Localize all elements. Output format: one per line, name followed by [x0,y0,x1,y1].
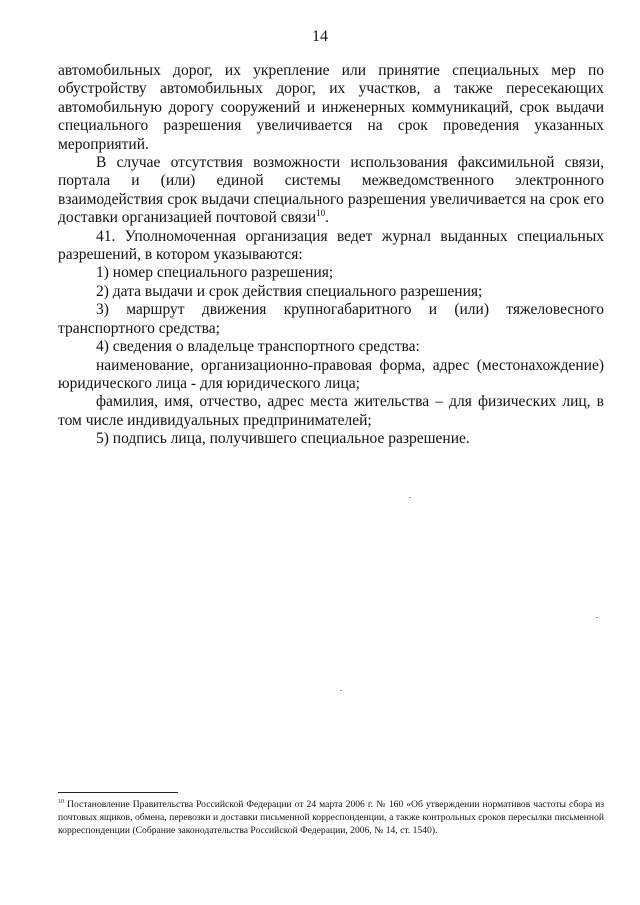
paragraph-text: В случае отсутствия возможности использования факсимильной связи, портала и (или) единой системы межведомственного электронного взаимодействия срок выдачи специального разрешения увеличивается на срок его доставки организацией почтовой связи [58,154,604,227]
scan-speck [172,318,174,319]
list-item-owner-info: 4) сведения о владельце транспортного средства: [96,338,420,356]
paragraph-end-punctuation: . [325,209,330,227]
list-item-issue-date: 2) дата выдачи и срок действия специального разрешения; [96,282,483,300]
list-item-route: 3) маршрут движения крупногабаритного и (или) тяжеловесного транспортного средства; [58,301,604,337]
scan-speck [409,497,411,498]
list-item-signature: 5) подпись лица, получившего специальное разрешение. [96,430,470,448]
scan-speck [340,690,342,691]
footnote-separator [58,792,178,793]
footnote-reference[interactable]: 10 [316,208,326,219]
paragraph-continuation: автомобильных дорог, их укрепление или принятие специальных мер по обустройству автомобильных дорог, их участков, а также пересекающих автомобильную дорогу сооружений и инженерных коммуникаций, срок выдачи специального разрешения увеличивается на срок проведения указанных мероприятий. [58,62,604,153]
paragraph-delivery-term [58,154,604,228]
footnote [58,798,604,838]
list-subitem-legal-entity: наименование, организационно-правовая форма, адрес (местонахождение) юридического лица - для юридического лица; [58,356,604,392]
scan-speck [596,617,598,618]
list-item-permit-number: 1) номер специального разрешения; [96,264,334,282]
paragraph-clause-41: 41. Уполномоченная организация ведет журнал выданных специальных разрешений, в котором указываются: [58,227,604,264]
list-subitem-individual: фамилия, имя, отчество, адрес места жительства – для физических лиц, в том числе индивидуальных предпринимателей; [58,393,604,429]
document-body [58,62,604,449]
footnote-marker: 10 [58,799,64,805]
footnote-text: Постановление Правительства Российской Федерации от 24 марта 2006 г. № 160 «Об утверждении нормативов частоты сбора из почтовых ящиков, обмена, перевозки и доставки письменной корреспонденции, а также контрольных сроков пересылки письменной корреспонденции (Собрание законодательства Российской Федерации, 2006, № 14, ст. 1540). [58,799,605,837]
page-number: 14 [312,28,328,45]
